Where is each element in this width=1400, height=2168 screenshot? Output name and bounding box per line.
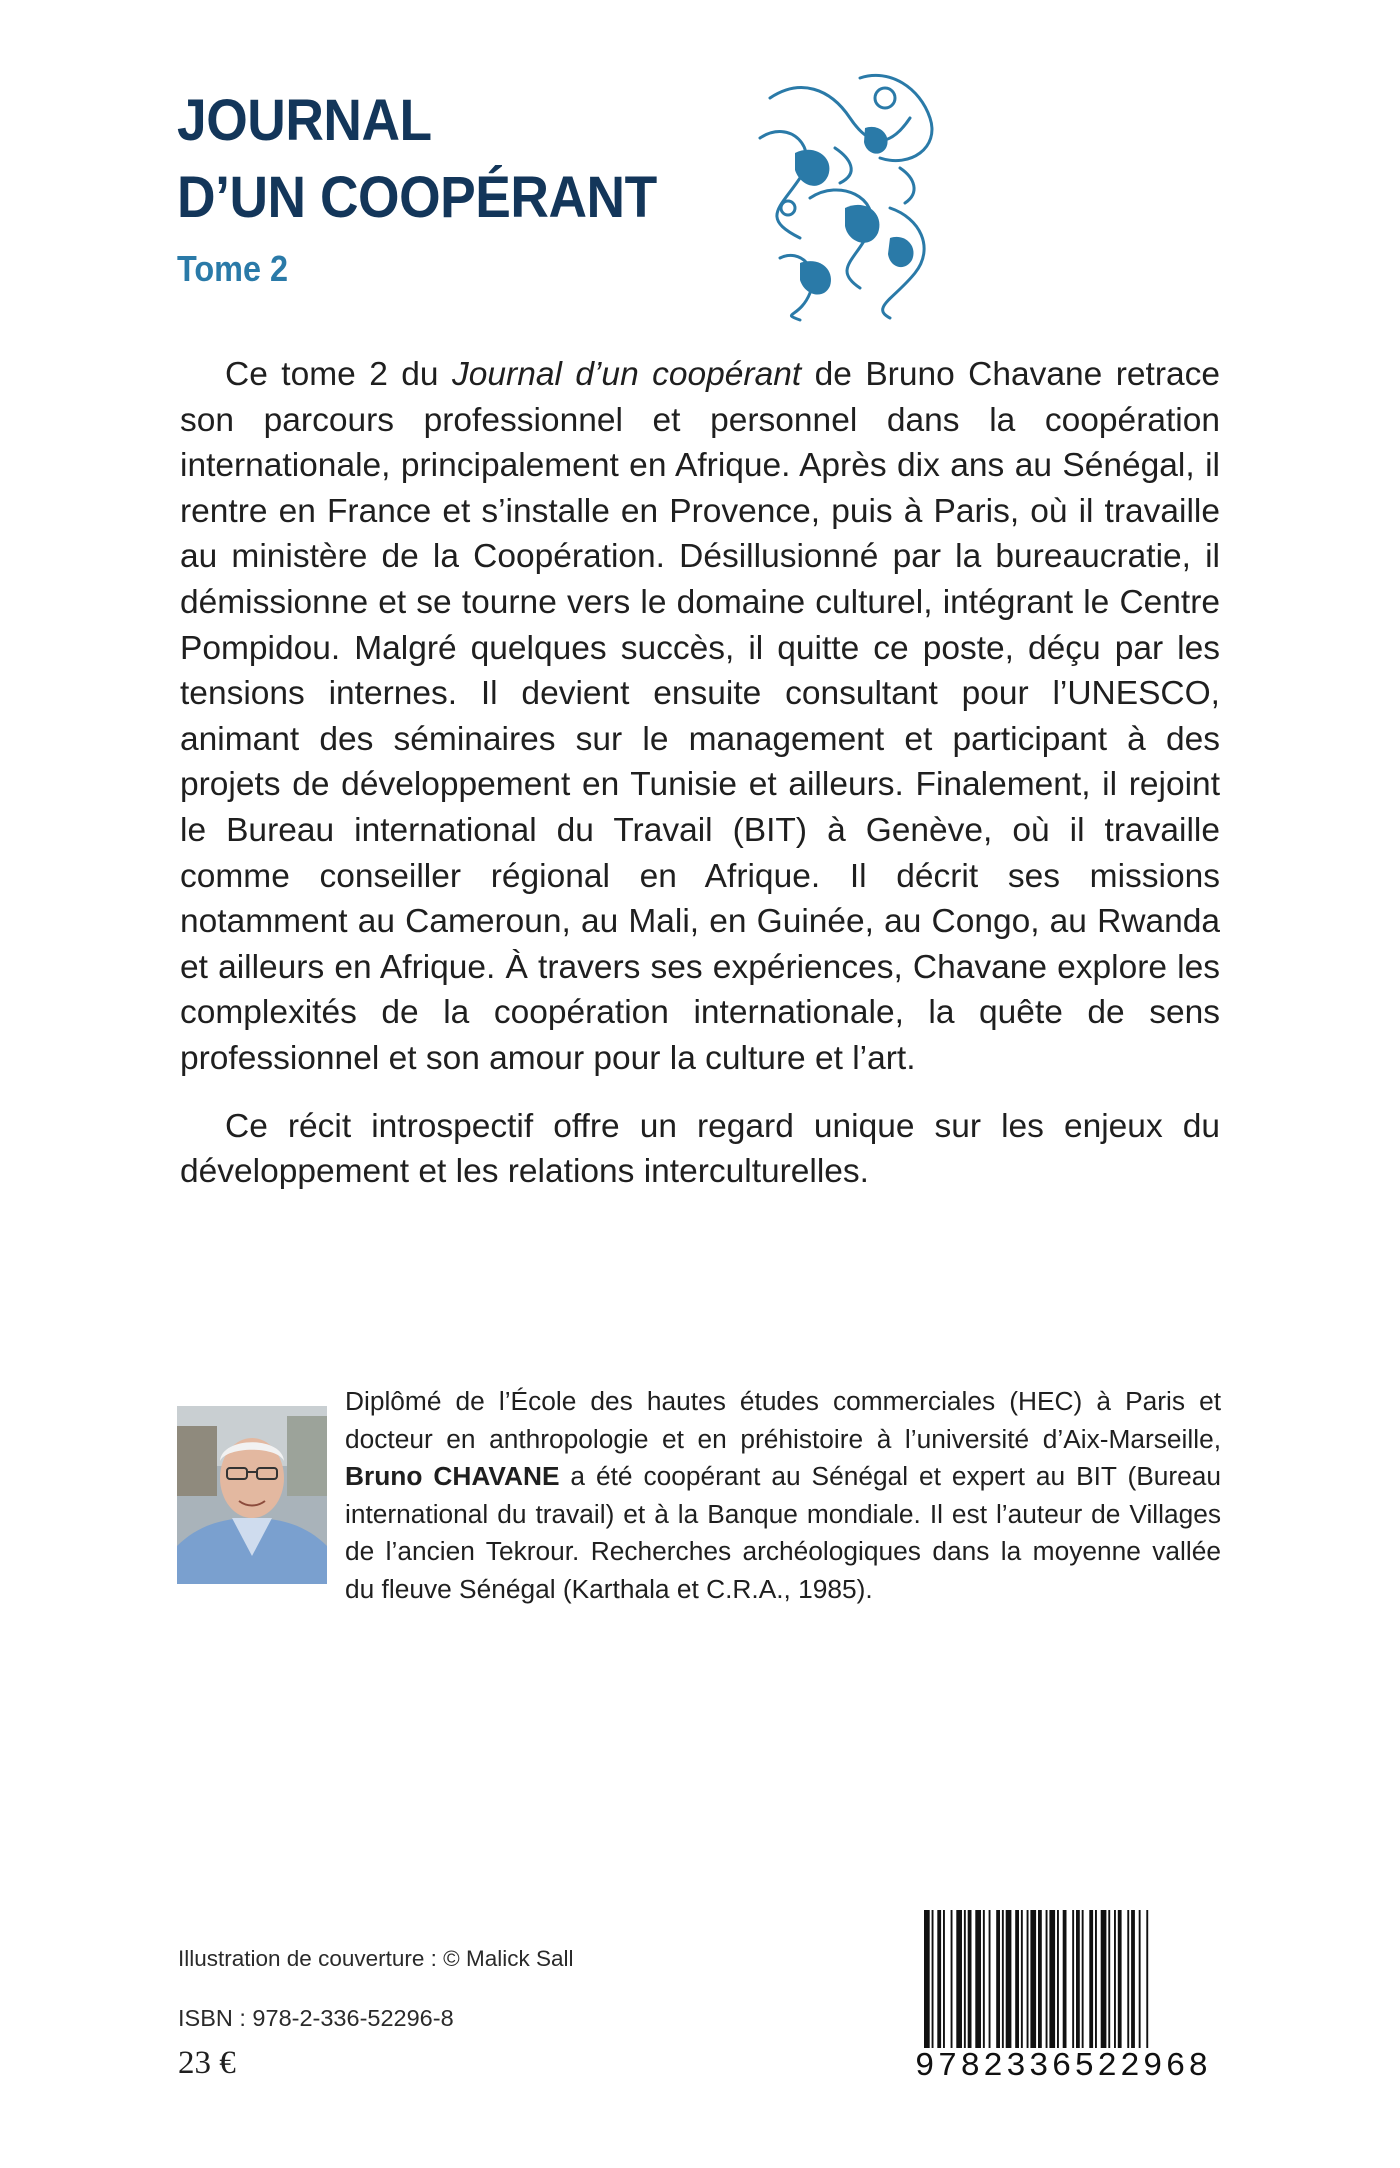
illustration-credit: Illustration de couverture : © Malick Sall — [178, 1946, 574, 1971]
summary-paragraph-1 — [180, 352, 1220, 1082]
summary-italic-title: Journal d’un coopérant — [452, 356, 802, 393]
author-biography — [345, 1383, 1221, 1609]
price: 23 € — [178, 2045, 236, 2081]
isbn: ISBN : 978-2-336-52296-8 — [178, 2005, 454, 2031]
author-photo — [177, 1406, 327, 1584]
author-bio-rest: a été coopérant au Sénégal et expert au BIT (Bureau international du travail) et à la Banque mondiale. Il est l’auteur de Villages de l’ancien Tekrour. Recherches archéologiques dans la moyenne vallée du fleuve Sénégal (Karthala et C.R.A., 1985). — [345, 1461, 1221, 1604]
book-title — [177, 82, 657, 236]
barcode-number: 9782336522968 — [898, 2048, 1228, 2085]
book-summary — [180, 352, 1220, 1195]
title-line-1: JOURNAL — [177, 88, 432, 153]
summary-paragraph-2: Ce récit introspectif offre un regard unique sur les enjeux du développement et les relations interculturelles. — [180, 1107, 1220, 1191]
cover-illustration-icon — [740, 58, 950, 326]
title-line-2: D’UN COOPÉRANT — [177, 165, 657, 230]
volume-subtitle: Tome 2 — [177, 248, 289, 289]
summary-p1-rest: de Bruno Chavane retrace son parcours professionnel et personnel dans la coopération internationale, principalement en Afrique. Après dix ans au Sénégal, il rentre en France et s’installe en Provence, puis à Paris, où il travaille au ministère de la Coopération. Désillusionné par la bureaucratie, il démissionne et se tourne vers le domaine culturel, intégrant le Centre Pompidou. Malgré quelques succès, il quitte ce poste, déçu par les tensions internes. Il devient ensuite consultant pour l’UNESCO, animant des séminaires sur le management et participant à des projets de développement en Tunisie et ailleurs. Finalement, il rejoint le Bureau international du Travail (BIT) à Genève, où il travaille comme conseiller régional en Afrique. Il décrit ses missions notamment au Cameroun, au Mali, en Guinée, au Congo, au Rwanda et ailleurs en Afrique. À travers ses expériences, Chavane explore les complexités de la coopération internationale, la quête de sens professionnel et son amour pour la culture et l’art. — [180, 356, 1221, 1077]
author-bio-start: Diplômé de l’École des hautes études commerciales (HEC) à Paris et docteur en anthropologie et en préhistoire à l’université d’Aix-Marseille, — [345, 1386, 1221, 1454]
summary-p1-start: Ce tome 2 du — [225, 356, 453, 393]
author-name: Bruno CHAVANE — [345, 1461, 560, 1492]
